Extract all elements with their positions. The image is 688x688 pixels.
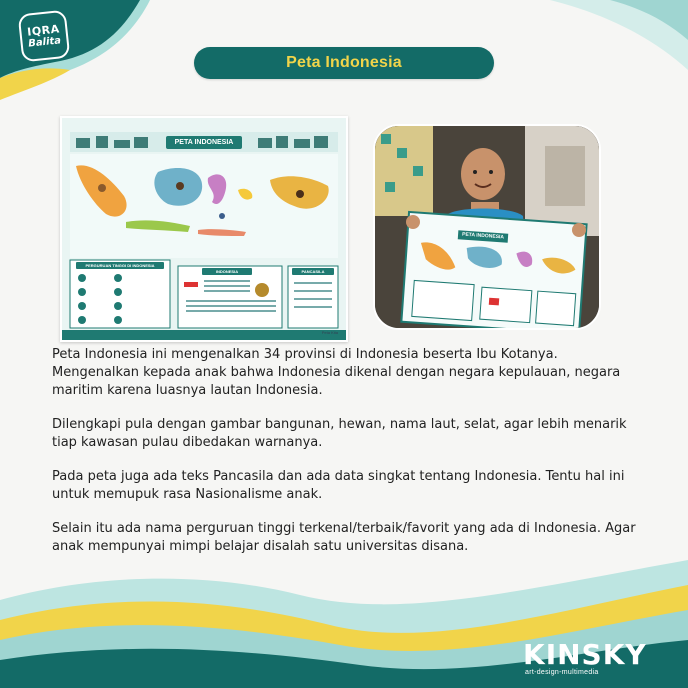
paragraph-4: Selain itu ada nama perguruan tinggi terkenal/terbaik/favorit yang ada di Indonesia. Agar anak mempunyai mimpi belajar disalah satu universitas disana. [52,521,636,554]
logo-line1: IQRA [26,21,61,39]
poster-illustration [62,118,346,340]
poster-image [60,116,348,342]
poster-title: PETA INDONESIA [166,136,242,149]
brand-tagline: art-design-multimedia [525,669,599,676]
brand-name: KINSKY [523,638,647,671]
description-text [52,346,642,572]
paragraph-3: Pada peta juga ada teks Pancasila dan ada data singkat tentang Indonesia. Tentu hal ini untuk memupuk rasa Nasionalisme anak. [52,469,625,502]
child-photo [373,124,601,330]
photo-poster-title: PETA INDONESIA [458,230,509,242]
logo-line2: Balita [27,34,62,50]
poster-universities-label: PERGURUAN TINGGI DI INDONESIA [76,262,164,269]
paragraph-2: Dilengkapi pula dengan gambar bangunan, hewan, nama laut, selat, agar lebih menarik tiap kawasan pulau dibedakan warnanya. [52,417,627,450]
poster-footer: Peta Kita [321,330,338,335]
poster-pancasila-label: PANCASILA [292,268,334,275]
kinsky-brand [523,638,673,676]
poster-indonesia-label: INDONESIA [202,268,252,275]
page-title: Peta Indonesia [286,54,402,71]
iqra-balita-logo [18,10,71,63]
paragraph-1: Peta Indonesia ini mengenalkan 34 provinsi di Indonesia beserta Ibu Kotanya. Mengenalkan kepada anak bahwa Indonesia dikenal dengan negara kepulauan, negara maritim karena luasnya lautan Indonesia. [52,347,621,398]
page-title-pill [194,47,494,79]
photo-illustration [375,126,599,328]
